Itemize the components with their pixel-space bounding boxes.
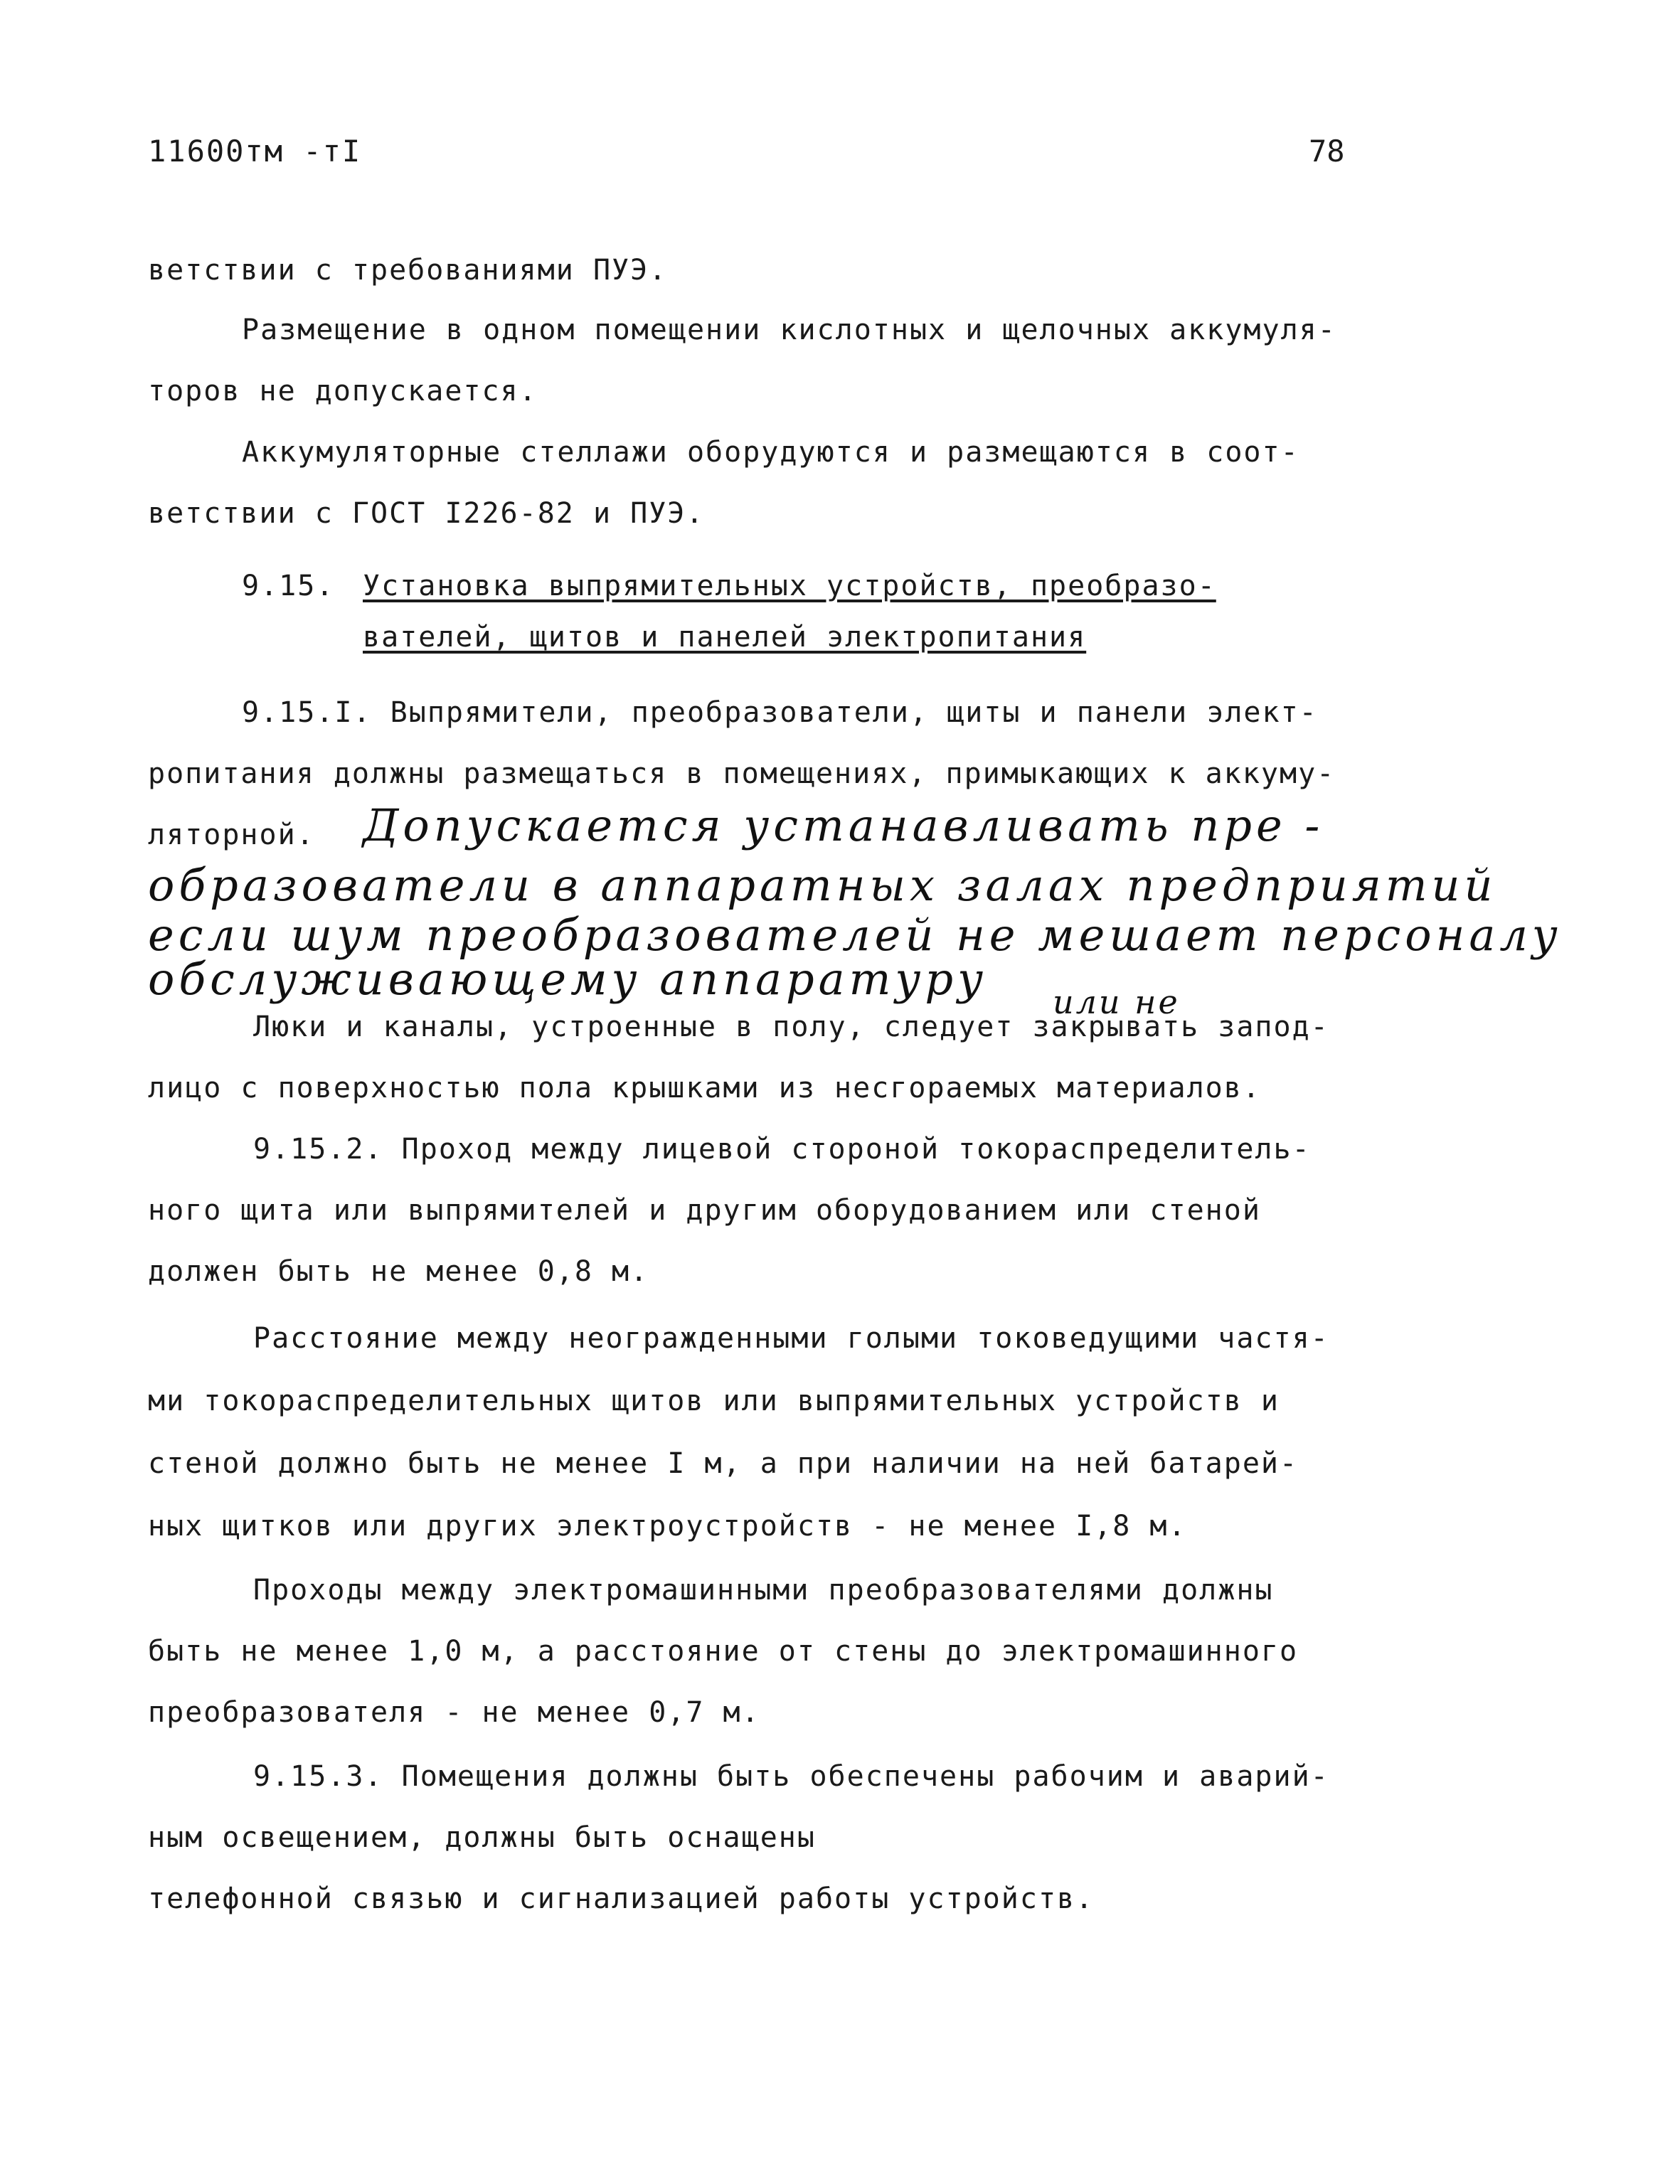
text-line: ных щитков или других электроустройств - не менее I,8 м.: [148, 1510, 1187, 1543]
text-line: ветствии с требованиями ПУЭ.: [148, 254, 668, 287]
text-line: ным освещением, должны быть оснащены: [148, 1821, 816, 1854]
text-line: 9.15.I. Выпрямители, преобразователи, щиты и панели элект-: [242, 696, 1318, 729]
handwritten-insertion: или не: [1053, 983, 1180, 1021]
document-code: 11600тм -тI: [148, 134, 362, 169]
section-number: 9.15.: [242, 570, 335, 602]
text-line: стеной должно быть не менее I м, а при наличии на ней батарей-: [148, 1447, 1299, 1480]
handwritten-note: образователи в аппаратных залах предприятий: [148, 859, 1497, 911]
handwritten-note: если шум преобразователей не мешает персоналу: [148, 909, 1562, 961]
text-line: должен быть не менее 0,8 м.: [148, 1255, 649, 1288]
text-line: быть не менее 1,0 м, а расстояние от стены до электромашинного: [148, 1635, 1299, 1668]
text-line: преобразователя - не менее 0,7 м.: [148, 1696, 760, 1729]
text-line: торов не допускается.: [148, 375, 538, 407]
text-line: телефонной связью и сигнализацией работы устройств.: [148, 1882, 1095, 1915]
text-line: ветствии с ГОСТ I226-82 и ПУЭ.: [148, 497, 705, 530]
section-title: вателей, щитов и панелей электропитания: [363, 621, 1087, 654]
text-line: Проходы между электромашинными преобразователями должны: [253, 1574, 1274, 1607]
text-line: Люки и каналы, устроенные в полу, следует закрывать запод-: [253, 1011, 1329, 1043]
page-number: 78: [1309, 134, 1345, 169]
handwritten-note: обслуживающему аппаратуру: [148, 953, 988, 1005]
text-line: ляторной.: [148, 819, 315, 851]
text-line: лицо с поверхностью пола крышками из несгораемых материалов.: [148, 1072, 1261, 1104]
text-line: ного щита или выпрямителей и другим оборудованием или стеной: [148, 1194, 1261, 1227]
text-line: 9.15.3. Помещения должны быть обеспечены рабочим и аварий-: [253, 1760, 1329, 1793]
text-line: ропитания должны размещаться в помещениях, примыкающих к аккуму-: [148, 757, 1336, 790]
handwritten-note: Допускается устанавливать пре -: [363, 799, 1324, 851]
text-line: 9.15.2. Проход между лицевой стороной токораспределитель-: [253, 1133, 1311, 1166]
text-line: Размещение в одном помещении кислотных и щелочных аккумуля-: [242, 314, 1336, 346]
section-title: Установка выпрямительных устройств, преобразо-: [363, 570, 1216, 602]
text-line: Расстояние между неогражденными голыми токоведущими частя-: [253, 1322, 1329, 1355]
text-line: ми токораспределительных щитов или выпрямительных устройств и: [148, 1385, 1280, 1417]
text-line: Аккумуляторные стеллажи оборудуются и размещаются в соот-: [242, 436, 1299, 469]
